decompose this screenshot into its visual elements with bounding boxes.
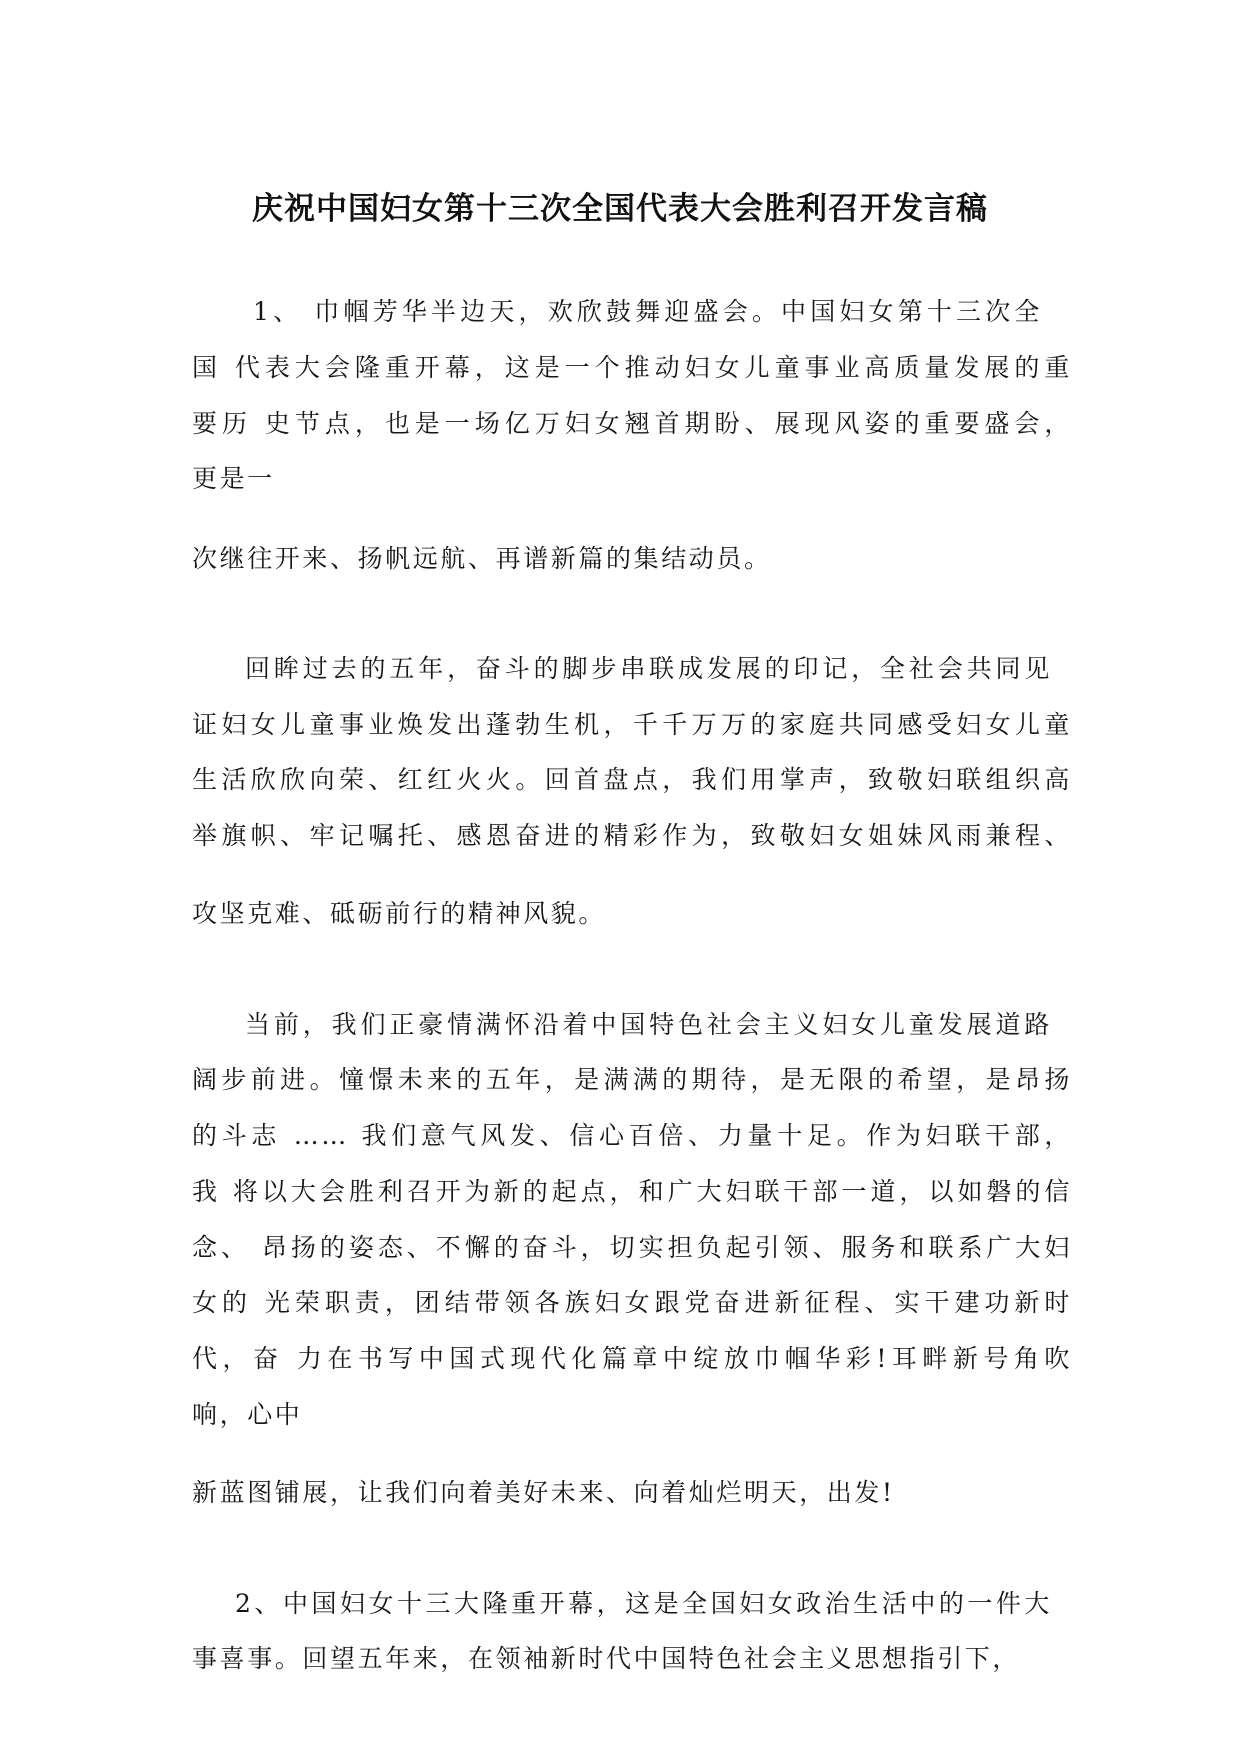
paragraph-line: 要历 史节点，也是一场亿万妇女翘首期盼、展现风姿的重要盛会， — [192, 409, 1072, 438]
paragraph-line: 的斗志 …… 我们意气风发、信心百倍、力量十足。作为妇联干部， — [192, 1121, 1072, 1150]
paragraph-line: 响，心中 — [192, 1400, 303, 1429]
paragraph-line: 女的 光荣职责，团结带领各族妇女跟党奋进新征程、实干建功新时 — [192, 1288, 1072, 1317]
paragraph-line: 生活欣欣向荣、红红火火。回首盘点，我们用掌声，致敬妇联组织高 — [192, 765, 1072, 794]
paragraph-line: 事喜事。回望五年来，在领袖新时代中国特色社会主义思想指引下， — [192, 1644, 1021, 1673]
paragraph-line: 1、 巾帼芳华半边天，欢欣鼓舞迎盛会。中国妇女第十三次全 — [253, 297, 1042, 326]
paragraph-line: 阔步前进。憧憬未来的五年，是满满的期待，是无限的希望，是昂扬 — [192, 1065, 1072, 1094]
paragraph-line: 举旗帜、牢记嘱托、感恩奋进的精彩作为，致敬妇女姐妹风雨兼程、 — [192, 821, 1072, 850]
paragraph-line: 新蓝图铺展，让我们向着美好未来、向着灿烂明天，出发! — [192, 1478, 895, 1507]
paragraph-line: 更是一 — [192, 464, 275, 493]
paragraph-line: 证妇女儿童事业焕发出蓬勃生机，千千万万的家庭共同感受妇女儿童 — [192, 710, 1072, 739]
paragraph-line: 国 代表大会隆重开幕，这是一个推动妇女儿童事业高质量发展的重 — [192, 353, 1072, 382]
paragraph-line: 次继往开来、扬帆远航、再谱新篇的集结动员。 — [192, 544, 772, 573]
paragraph-line: 攻坚克难、砥砺前行的精神风貌。 — [192, 899, 607, 928]
paragraph-line: 我 将以大会胜利召开为新的起点，和广大妇联干部一道，以如磐的信 — [192, 1177, 1072, 1206]
paragraph-line: 2、中国妇女十三大隆重开幕，这是全国妇女政治生活中的一件大 — [235, 1589, 1052, 1618]
document-title: 庆祝中国妇女第十三次全国代表大会胜利召开发言稿 — [252, 191, 988, 227]
paragraph-line: 念、 昂扬的姿态、不懈的奋斗，切实担负起引领、服务和联系广大妇 — [192, 1233, 1072, 1262]
paragraph-line: 回眸过去的五年，奋斗的脚步串联成发展的印记，全社会共同见 — [245, 654, 1052, 683]
paragraph-line: 当前，我们正豪情满怀沿着中国特色社会主义妇女儿童发展道路 — [245, 1010, 1052, 1039]
paragraph-line: 代，奋 力在书写中国式现代化篇章中绽放巾帼华彩!耳畔新号角吹 — [192, 1344, 1072, 1373]
